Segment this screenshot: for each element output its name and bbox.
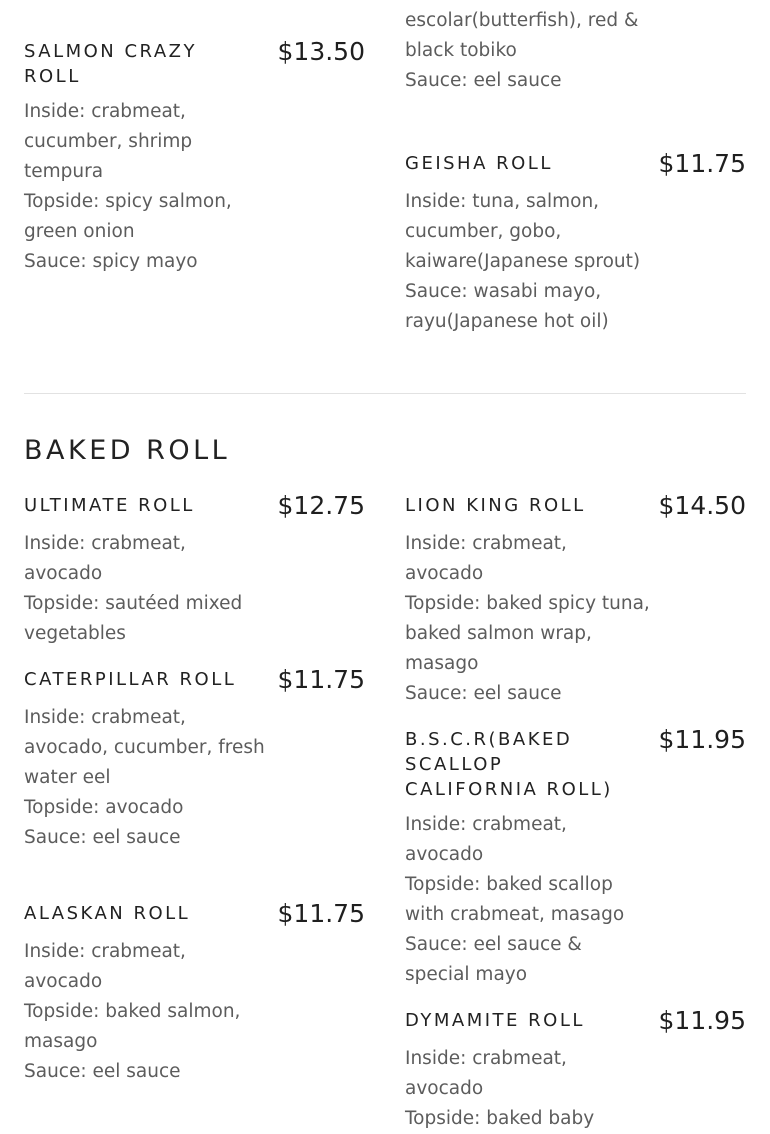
item-name: LION KING ROLL	[405, 495, 586, 516]
item-description	[405, 529, 650, 709]
section-divider	[24, 393, 746, 394]
desc-line: Inside: crabmeat, cucumber, shrimp tempura	[24, 101, 193, 182]
desc-line: Inside: crabmeat, avocado, cucumber, fresh water eel	[24, 707, 265, 788]
desc-line: Sauce: eel sauce	[405, 683, 562, 704]
item-description	[405, 187, 650, 337]
item-name: B.S.C.R(BAKED SCALLOP CALIFORNIA ROLL)	[405, 729, 613, 800]
section-title-baked-roll: BAKED ROLL	[24, 435, 231, 466]
desc-line: Topside: sautéed mixed vegetables	[24, 593, 243, 644]
item-name: GEISHA ROLL	[405, 153, 553, 174]
item-description	[24, 703, 269, 853]
item-name: ULTIMATE ROLL	[24, 495, 195, 516]
item-description	[405, 810, 650, 990]
desc-line: Sauce: eel sauce	[24, 1061, 181, 1082]
desc-line: Inside: crabmeat, avocado	[24, 941, 186, 992]
item-price: $13.50	[277, 37, 365, 66]
item-description	[24, 937, 269, 1087]
desc-line: Inside: crabmeat, avocado	[405, 814, 567, 865]
desc-line: Inside: crabmeat, avocado	[405, 533, 567, 584]
desc-line: Topside: avocado	[24, 797, 184, 818]
item-name: CATERPILLAR ROLL	[24, 669, 237, 690]
desc-line: Topside: baked scallop with crabmeat, masago	[405, 874, 625, 925]
item-name: ALASKAN ROLL	[24, 903, 191, 924]
desc-line: Sauce: spicy mayo	[24, 251, 198, 272]
item-name: SALMON CRAZY ROLL	[24, 41, 197, 87]
desc-line: Inside: tuna, salmon, cucumber, gobo, kaiware(Japanese sprout)	[405, 191, 641, 272]
item-description	[405, 1044, 650, 1134]
item-name: DYMAMITE ROLL	[405, 1010, 585, 1031]
item-description	[24, 529, 269, 649]
desc-line: Topside: spicy salmon, green onion	[24, 191, 232, 242]
desc-line: Topside: baked spicy tuna, baked salmon wrap, masago	[405, 593, 650, 674]
desc-line: Sauce: wasabi mayo, rayu(Japanese hot oil)	[405, 281, 609, 332]
desc-line: escolar(butterfish), red & black tobiko	[405, 10, 639, 61]
item-price: $11.75	[277, 665, 365, 694]
item-price: $11.75	[277, 899, 365, 928]
item-price: $12.75	[277, 491, 365, 520]
desc-line: Topside: baked baby	[405, 1108, 595, 1129]
desc-line: Sauce: eel sauce & special mayo	[405, 934, 582, 985]
desc-line: Sauce: eel sauce	[405, 70, 562, 91]
item-description	[405, 0, 650, 96]
item-price: $11.95	[658, 1006, 746, 1035]
desc-line: Sauce: eel sauce	[24, 827, 181, 848]
desc-line: Inside: crabmeat, avocado	[24, 533, 186, 584]
desc-line: Topside: baked salmon, masago	[24, 1001, 241, 1052]
item-price: $11.95	[658, 725, 746, 754]
item-price: $14.50	[658, 491, 746, 520]
item-price: $11.75	[658, 149, 746, 178]
desc-line: Inside: crabmeat, avocado	[405, 1048, 567, 1099]
item-description	[24, 97, 259, 277]
